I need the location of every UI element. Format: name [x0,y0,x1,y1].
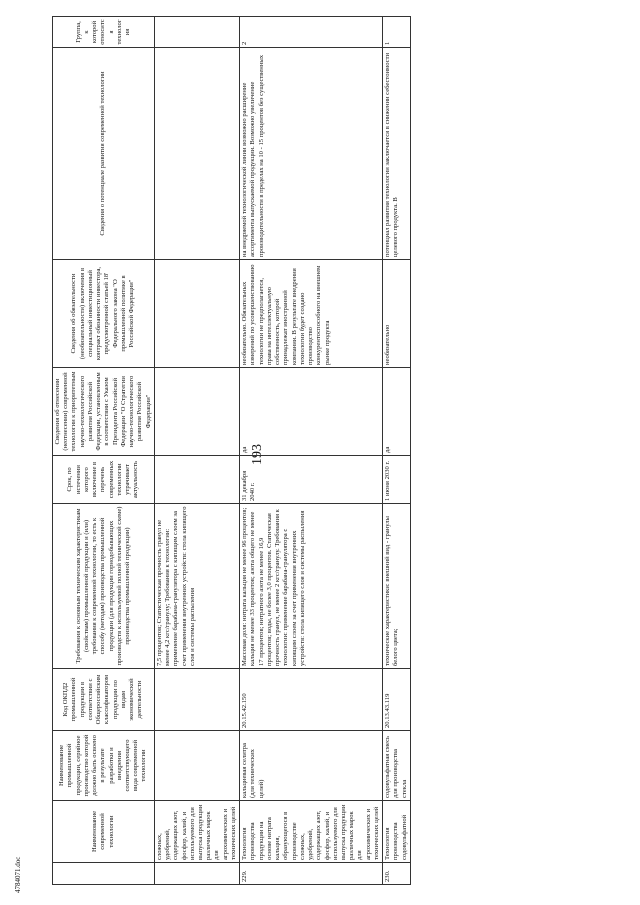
row-potential [154,48,239,260]
row-product: содовульфатная смесь для производства стекла [383,731,411,801]
header-cell-obligation: Сведения об обязательности (необязательности) включения в специальный инвестиционный контракт обязанности инвестора, предусмотренной статьей 18' Федерального закона "О промышленной политике в Российской Федерации" [53,260,155,368]
row-tech: сложных, удобрений, содержащих азот, фосфор, калий, и используемого для выпуска продукции различных марок для агрохимических и технических целей [154,801,239,863]
row-term [154,456,239,504]
row-requirements: технические характеристики: внешний вид - гранулы белого цвета; [383,504,411,669]
header-cell-group: Группа, к которой относится технология [53,17,155,48]
row-obligation: необязательно [383,260,411,368]
row-priority [154,368,239,456]
row-requirements: Массовая доля: нитрата кальция не менее 96 процентов; кальция не менее 33 процентов; азота общего не менее 17 процентов; нитратного азота не менее 16,9 процентов; воды, не более 3,0 процентов. Статическая прочность гранул, не менее 2 кгс/гранулу. Требования к технологии: применение барабана-гранулятора с кипящим слоем за счет применения внутренних устройств: стола кипящего слоя и системы распыления [240,504,383,669]
header-cell-priority: Сведения об отнесении (неотнесении) современной технологии к приоритетным научно-технологического развития Российской Федерации, установленным в соответствии с Указом Президента Российской Федерации "О Стратегии научно-технологического развития Российской Федерации" [53,368,155,456]
row-obligation [154,260,239,368]
header-cell-product: Наименование промышленной продукции, серийное производство которой должно быть освоено в результате разработки и внедрения соответствующего вида современной технологии [53,731,155,801]
row-product [154,731,239,801]
header-cell-requirements: Требования к основным техническим характеристикам (свойствам) промышленной продукции и (или) требования к современной технологии, то есть к способу (методам) производства промышленной продукции (для продукции горнодобывающих производств к используемой полной технической схеме) производства промышленной продукции) [53,504,155,669]
row-product: кальциевая селитра (для технических целей) [240,731,383,801]
technology-table [52,16,411,885]
row-tech: Технология производства содовульфатной [383,801,411,863]
row-requirements: 7,5 процентов; Статистическая прочность гранул не менее 4,2 кгс/гранулу; Требования к технологии: применение барабана-гранулятора с кипящим слоем за счет применения внутренних устройств: стола кипящего слоя и системы распыления [154,504,239,669]
row-term: 31 декабря 2040 г. [240,456,383,504]
row-code: 20.13.43.119 [383,669,411,731]
table-row [240,17,383,885]
row-term: 1 июня 2030 г. [383,456,411,504]
row-priority: да [240,368,383,456]
row-tech: Технология производства продукции на основе нитрата кальция, образующегося в производстве сложных, удобрений, содержащих азот, фосфор, калий, и используемого для выпуска продукции различных марок для агрохимических и технических целей [240,801,383,863]
row-potential: на внедряемой технологической линии возможно расширение ассортимента выпускаемой продукции. Возможно увеличение производительности в пределах на 10 - 15 процентов без существенных [240,48,383,260]
header-cell-num [53,863,155,885]
row-potential: потенциал развития технологии заключается в снижении себестоимости целевого продукта. В [383,48,411,260]
row-obligation: необязательно. Обязательных измерений по усовершенствованию технологии не предполагается, права на интеллектуальную собственность, которой принадлежат иностранной компании. В результате внедрения технологии будет создано производство конкурентоспособного на внешнем рынке продукта [240,260,383,368]
header-cell-code: Код ОКПД2 промышленной продукции в соответствии с Общероссийским классификатором продукции по видам экономической деятельности [53,669,155,731]
row-number: 230. [383,863,411,885]
row-group [154,17,239,48]
page-number: 193 [250,444,265,465]
row-priority: да [383,368,411,456]
document-id: 4784071.doc [14,856,22,893]
header-cell-term: Срок, по истечении которого включение в перечень современных технологии утрачивает актуальность [53,456,155,504]
row-code: 20.15.42.150 [240,669,383,731]
row-group: 2 [240,17,383,48]
row-code [154,669,239,731]
row-number [154,863,239,885]
row-number: 229. [240,863,383,885]
table-row [154,17,239,885]
header-cell-potential: Сведения о потенциале развития современной технологии [53,48,155,260]
header-row [53,17,155,885]
header-cell-tech: Наименование современной технологии [53,801,155,863]
row-group: 1 [383,17,411,48]
table-row [383,17,411,885]
